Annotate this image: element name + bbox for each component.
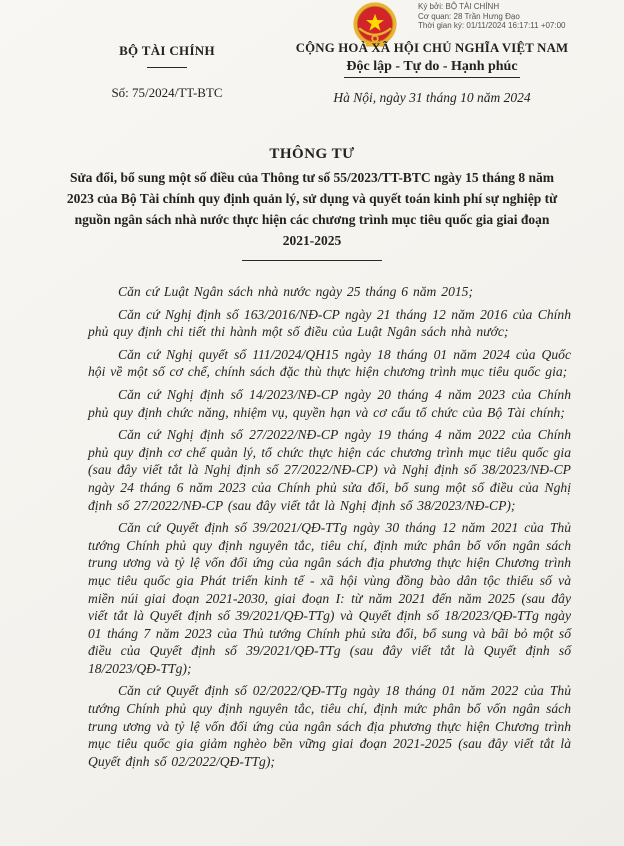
issuing-agency-name: BỘ TÀI CHÍNH <box>119 43 215 58</box>
recital-paragraph: Căn cứ Quyết định số 39/2021/QĐ-TTg ngày 30 tháng 12 năm 2021 của Thủ tướng Chính phủ quy định nguyên tắc, tiêu chí, định mức phân bổ vốn ngân sách trung ương và tỷ lệ vốn đối ứng của ngân sách địa phương thực hiện Chương trình mục tiêu quốc gia Phát triển kinh tế - xã hội vùng đồng bào dân tộc thiểu số và miền núi giai đoạn 2021-2030, giai đoạn I: từ năm 2021 đến năm 2025 (sau đây viết tắt là Quyết định số 39/2021/QĐ-TTg) và Quyết định số 18/2023/QĐ-TTg ngày 01 tháng 7 năm 2023 của Thủ tướng Chính phủ sửa đổi, bổ sung và bãi bỏ một số điều của Quyết định số 39/2021/QĐ-TTg (sau đây viết tắt là Quyết định số 18/2023/QĐ-TTg); <box>88 520 571 676</box>
document-number: Số: 75/2024/TT-BTC <box>111 85 223 100</box>
signature-agency: Cơ quan: 28 Trần Hưng Đạo <box>418 11 520 21</box>
recitals-section <box>88 283 571 775</box>
recital-paragraph: Căn cứ Nghị định số 14/2023/NĐ-CP ngày 20 tháng 4 năm 2023 của Chính phủ quy định chức năng, nhiệm vụ, quyền hạn và cơ cấu tổ chức của Bộ Tài chính; <box>88 386 571 420</box>
signature-signer: Ký bởi: BỘ TÀI CHÍNH <box>418 2 500 11</box>
document-title-block <box>62 146 562 261</box>
place-and-date: Hà Nội, ngày 31 tháng 10 năm 2024 <box>333 90 531 105</box>
recital-paragraph: Căn cứ Quyết định số 02/2022/QĐ-TTg ngày 18 tháng 01 năm 2022 của Thủ tướng Chính phủ quy định nguyên tắc, tiêu chí, định mức phân bổ vốn ngân sách trung ương và tỷ lệ vốn đối ứng của ngân sách địa phương thực hiện Chương trình mục tiêu quốc gia giảm nghèo bền vững giai đoạn 2021-2025 (sau đây viết tắt là Quyết định số 02/2022/QĐ-TTg); <box>88 683 571 769</box>
signature-time: Thời gian ký: 01/11/2024 16:17:11 +07:00 <box>418 21 566 30</box>
signature-details <box>418 2 566 31</box>
recital-paragraph: Căn cứ Nghị định số 27/2022/NĐ-CP ngày 19 tháng 4 năm 2022 của Chính phủ quy định cơ chế quản lý, tổ chức thực hiện các chương trình mục tiêu quốc gia (sau đây viết tắt là Nghị định số 27/2022/NĐ-CP) và Nghị định số 38/2023/NĐ-CP ngày 24 tháng 6 năm 2023 của Chính phủ sửa đổi, bổ sung một số điều của Nghị định số 27/2022/NĐ-CP (sau đây viết tắt là Nghị định số 38/2023/NĐ-CP); <box>88 427 571 513</box>
national-motto: Độc lập - Tự do - Hạnh phúc <box>344 59 519 78</box>
recital-paragraph: Căn cứ Luật Ngân sách nhà nước ngày 25 tháng 6 năm 2015; <box>118 284 473 299</box>
title-divider-line <box>242 260 382 261</box>
national-header-column <box>272 41 592 106</box>
issuing-agency-column <box>58 43 276 101</box>
agency-divider-line <box>147 67 187 68</box>
recital-paragraph: Căn cứ Nghị quyết số 111/2024/QH15 ngày 18 tháng 01 năm 2024 của Quốc hội về một số cơ chế, chính sách đặc thù thực hiện chương trình mục tiêu quốc gia; <box>88 346 571 380</box>
recital-paragraph: Căn cứ Nghị định số 163/2016/NĐ-CP ngày 21 tháng 12 năm 2016 của Chính phủ quy định chi tiết thi hành một số điều của Luật Ngân sách nhà nước; <box>88 306 571 340</box>
document-subject: Sửa đổi, bổ sung một số điều của Thông tư số 55/2023/TT-BTC ngày 15 tháng 8 năm 2023 của Bộ Tài chính quy định quản lý, sử dụng và quyết toán kinh phí sự nghiệp từ nguồn ngân sách nhà nước thực hiện các chương trình mục tiêu quốc gia giai đoạn 2021-2025 <box>66 170 558 248</box>
document-type-heading: THÔNG TƯ <box>269 146 355 162</box>
national-title: CỘNG HOÀ XÃ HỘI CHỦ NGHĨA VIỆT NAM <box>295 41 569 55</box>
